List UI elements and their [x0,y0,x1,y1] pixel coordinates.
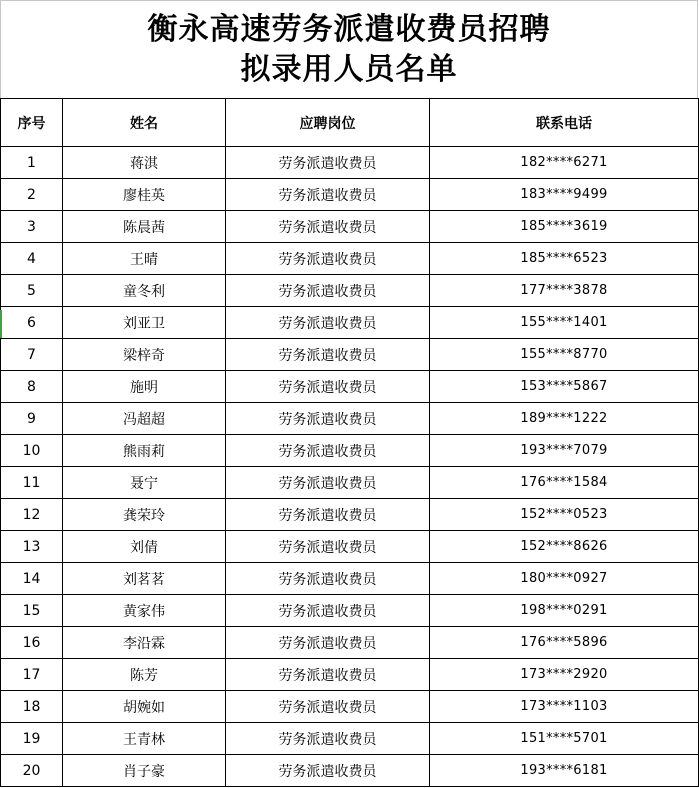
cell-name[interactable]: 王晴 [63,243,226,275]
cell-phone[interactable]: 152****0523 [430,499,699,531]
cell-name[interactable]: 廖桂英 [63,179,226,211]
table-row [1,755,699,787]
table-row [1,659,699,691]
table-row [1,211,699,243]
cell-position[interactable]: 劳务派遣收费员 [226,659,430,691]
table-row [1,723,699,755]
cell-name[interactable]: 陈芳 [63,659,226,691]
cell-name[interactable]: 王青林 [63,723,226,755]
cell-index[interactable]: 13 [1,531,63,563]
table-row [1,339,699,371]
cell-position[interactable]: 劳务派遣收费员 [226,275,430,307]
table-row [1,371,699,403]
cell-position[interactable]: 劳务派遣收费员 [226,371,430,403]
cell-position[interactable]: 劳务派遣收费员 [226,435,430,467]
cell-position[interactable]: 劳务派遣收费员 [226,499,430,531]
cell-position[interactable]: 劳务派遣收费员 [226,755,430,787]
cell-phone[interactable]: 193****6181 [430,755,699,787]
header-position[interactable]: 应聘岗位 [226,99,430,147]
header-phone[interactable]: 联系电话 [430,99,699,147]
cell-phone[interactable]: 155****1401 [430,307,699,339]
cell-name[interactable]: 熊雨莉 [63,435,226,467]
cell-name[interactable]: 陈晨茜 [63,211,226,243]
cell-index[interactable]: 12 [1,499,63,531]
cell-position[interactable]: 劳务派遣收费员 [226,147,430,179]
cell-phone[interactable]: 198****0291 [430,595,699,627]
cell-phone[interactable]: 152****8626 [430,531,699,563]
table-row [1,435,699,467]
cell-position[interactable]: 劳务派遣收费员 [226,307,430,339]
cell-name[interactable]: 施明 [63,371,226,403]
cell-index[interactable]: 5 [1,275,63,307]
cell-name[interactable]: 龚荣玲 [63,499,226,531]
cell-name[interactable]: 梁梓奇 [63,339,226,371]
cell-index[interactable]: 18 [1,691,63,723]
cell-phone[interactable]: 177****3878 [430,275,699,307]
cell-position[interactable]: 劳务派遣收费员 [226,339,430,371]
cell-index[interactable]: 16 [1,627,63,659]
cell-name[interactable]: 胡婉如 [63,691,226,723]
cell-phone[interactable]: 173****2920 [430,659,699,691]
cell-index[interactable]: 3 [1,211,63,243]
cell-name[interactable]: 冯超超 [63,403,226,435]
document-title-line-1: 衡永高速劳务派遣收费员招聘 [147,11,551,47]
cell-phone[interactable]: 182****6271 [430,147,699,179]
cell-index[interactable]: 6 [1,307,63,339]
candidate-table [0,98,699,787]
cell-phone[interactable]: 185****3619 [430,211,699,243]
cell-index[interactable]: 4 [1,243,63,275]
cell-phone[interactable]: 193****7079 [430,435,699,467]
table-row [1,563,699,595]
table-row [1,147,699,179]
table-row [1,403,699,435]
cell-index[interactable]: 14 [1,563,63,595]
cell-name[interactable]: 童冬利 [63,275,226,307]
cell-phone[interactable]: 151****5701 [430,723,699,755]
table-row [1,531,699,563]
cell-index[interactable]: 17 [1,659,63,691]
table-row [1,307,699,339]
header-name[interactable]: 姓名 [63,99,226,147]
cell-position[interactable]: 劳务派遣收费员 [226,179,430,211]
cell-position[interactable]: 劳务派遣收费员 [226,691,430,723]
cell-position[interactable]: 劳务派遣收费员 [226,403,430,435]
cell-position[interactable]: 劳务派遣收费员 [226,723,430,755]
cell-position[interactable]: 劳务派遣收费员 [226,467,430,499]
header-index[interactable]: 序号 [1,99,63,147]
table-row [1,595,699,627]
header-row [1,99,699,147]
cell-index[interactable]: 20 [1,755,63,787]
cell-phone[interactable]: 173****1103 [430,691,699,723]
cell-phone[interactable]: 153****5867 [430,371,699,403]
cell-name[interactable]: 李沿霖 [63,627,226,659]
cell-phone[interactable]: 189****1222 [430,403,699,435]
cell-name[interactable]: 肖子豪 [63,755,226,787]
cell-name[interactable]: 蒋淇 [63,147,226,179]
cell-index[interactable]: 10 [1,435,63,467]
cell-index[interactable]: 11 [1,467,63,499]
table-row [1,467,699,499]
table-row [1,627,699,659]
cell-index[interactable]: 7 [1,339,63,371]
row-selection-marker [0,310,2,338]
cell-position[interactable]: 劳务派遣收费员 [226,243,430,275]
cell-phone[interactable]: 176****1584 [430,467,699,499]
cell-position[interactable]: 劳务派遣收费员 [226,531,430,563]
cell-name[interactable]: 刘茗茗 [63,563,226,595]
cell-index[interactable]: 19 [1,723,63,755]
cell-name[interactable]: 聂宁 [63,467,226,499]
cell-position[interactable]: 劳务派遣收费员 [226,563,430,595]
table-row [1,275,699,307]
cell-index[interactable]: 8 [1,371,63,403]
cell-phone[interactable]: 176****5896 [430,627,699,659]
cell-index[interactable]: 2 [1,179,63,211]
table-row [1,179,699,211]
cell-index[interactable]: 9 [1,403,63,435]
cell-phone[interactable]: 180****0927 [430,563,699,595]
cell-position[interactable]: 劳务派遣收费员 [226,627,430,659]
cell-index[interactable]: 1 [1,147,63,179]
title-cell[interactable] [0,0,698,98]
document-title-line-2: 拟录用人员名单 [240,51,458,87]
cell-name[interactable]: 刘倩 [63,531,226,563]
cell-name[interactable]: 黄家伟 [63,595,226,627]
table-row [1,499,699,531]
cell-name[interactable]: 刘亚卫 [63,307,226,339]
cell-phone[interactable]: 183****9499 [430,179,699,211]
cell-position[interactable]: 劳务派遣收费员 [226,211,430,243]
table-row [1,243,699,275]
cell-phone[interactable]: 155****8770 [430,339,699,371]
cell-position[interactable]: 劳务派遣收费员 [226,595,430,627]
table-row [1,691,699,723]
cell-index[interactable]: 15 [1,595,63,627]
cell-phone[interactable]: 185****6523 [430,243,699,275]
